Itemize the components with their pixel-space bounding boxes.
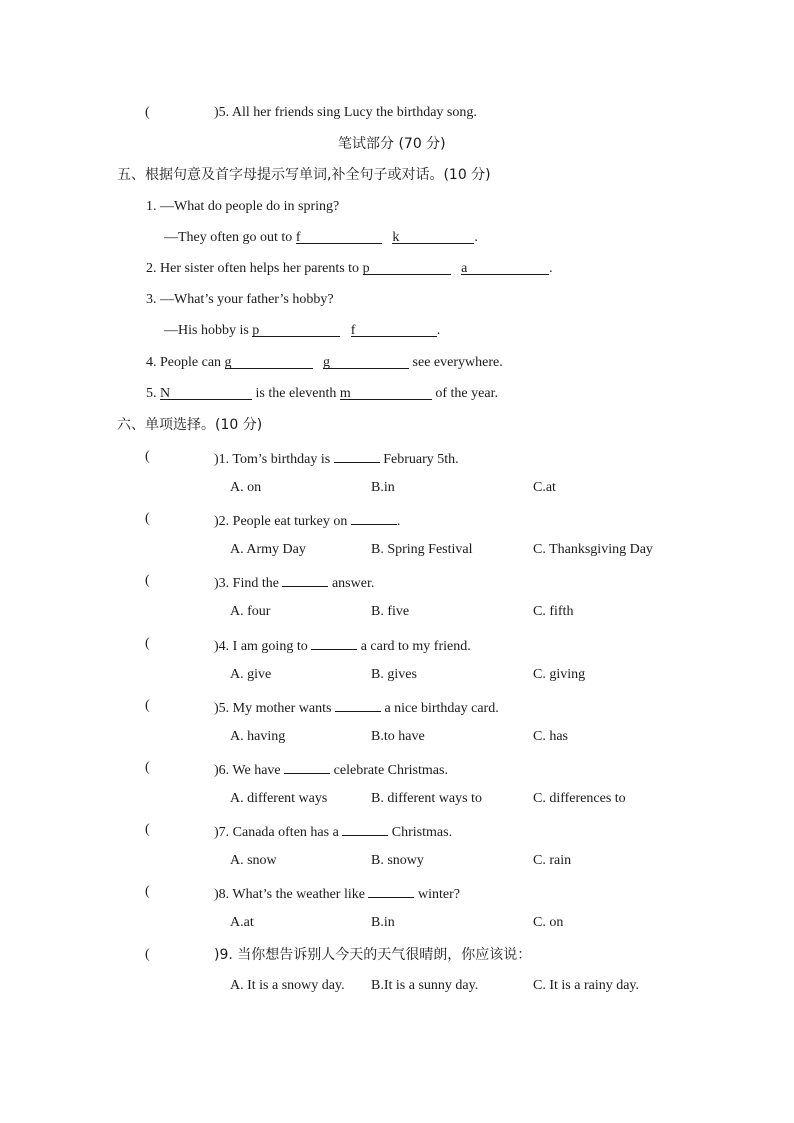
s5-q4: 4. People can g g see everywhere. — [146, 355, 503, 370]
section-6-title: 六、单项选择。(10 分) — [117, 417, 263, 433]
mcq-stem — [214, 572, 374, 593]
s5-q3-question: 3. —What’s your father’s hobby? — [146, 292, 334, 307]
mcq-stem-text: )8. What’s the weather like — [214, 887, 369, 902]
option-a[interactable]: A. different ways — [230, 791, 328, 806]
option-b[interactable]: B.in — [371, 915, 395, 930]
paren-open: ( — [145, 105, 150, 120]
mcq-stem-text: celebrate Christmas. — [330, 763, 448, 778]
option-a[interactable]: A.at — [230, 915, 254, 930]
option-a[interactable]: A. having — [230, 729, 286, 744]
mcq-stem-text: )7. Canada often has a — [214, 825, 343, 840]
option-b[interactable]: B.It is a sunny day. — [371, 978, 479, 993]
fill-blank[interactable] — [282, 572, 328, 587]
mcq-stem-text: answer. — [328, 576, 375, 591]
mcq-stem — [214, 821, 452, 842]
fill-blank[interactable] — [311, 635, 357, 650]
option-c[interactable]: C. fifth — [533, 604, 574, 619]
s5-q2: 2. Her sister often helps her parents to p a . — [146, 261, 553, 276]
mcq-stem-text: Christmas. — [388, 825, 453, 840]
option-a[interactable]: A. on — [230, 480, 262, 495]
answer-paren-open[interactable]: ( — [145, 636, 150, 651]
fill-blank[interactable]: a — [461, 260, 549, 275]
mcq-stem-text: )6. We have — [214, 763, 285, 778]
option-a[interactable]: A. Army Day — [230, 542, 306, 557]
mcq-stem-text: winter? — [414, 887, 460, 902]
s5-q3-answer: —His hobby is p f . — [164, 323, 441, 338]
fill-blank[interactable]: m — [340, 385, 432, 400]
option-c[interactable]: C.at — [533, 480, 556, 495]
option-b[interactable]: B.in — [371, 480, 395, 495]
fill-blank[interactable] — [284, 759, 330, 774]
mcq-stem-text: a card to my friend. — [357, 639, 471, 654]
option-a[interactable]: A. snow — [230, 853, 277, 868]
fill-blank[interactable] — [351, 510, 397, 525]
option-a[interactable]: A. four — [230, 604, 271, 619]
option-c[interactable]: C. Thanksgiving Day — [533, 542, 653, 557]
mcq-stem — [214, 759, 448, 780]
option-b[interactable]: B. different ways to — [371, 791, 482, 806]
section-5-title: 五、根据句意及首字母提示写单词,补全句子或对话。(10 分) — [117, 167, 491, 183]
fill-blank[interactable] — [335, 697, 381, 712]
fill-blank[interactable] — [334, 448, 380, 463]
option-c[interactable]: C. It is a rainy day. — [533, 978, 640, 993]
s5-q1-question: 1. —What do people do in spring? — [146, 199, 340, 214]
fill-blank[interactable]: p — [252, 322, 340, 337]
fill-blank[interactable]: f — [351, 322, 437, 337]
mcq-stem-text: )4. I am going to — [214, 639, 312, 654]
mcq-stem — [214, 510, 400, 531]
option-c[interactable]: C. on — [533, 915, 564, 930]
option-b[interactable]: B. five — [371, 604, 410, 619]
mcq-stem-text: )1. Tom’s birthday is — [214, 452, 334, 467]
answer-paren-open[interactable]: ( — [145, 884, 150, 899]
mcq-stem-text: )2. People eat turkey on — [214, 514, 351, 529]
fill-blank[interactable]: N — [160, 385, 252, 400]
answer-paren-open[interactable]: ( — [145, 449, 150, 464]
written-part-heading: 笔试部分 (70 分) — [338, 136, 446, 152]
answer-paren-open[interactable]: ( — [145, 698, 150, 713]
option-b[interactable]: B. snowy — [371, 853, 424, 868]
fill-blank[interactable] — [342, 821, 388, 836]
question-text: All her friends sing Lucy the birthday song. — [231, 105, 477, 120]
s5-q5: 5. N is the eleventh m of the year. — [146, 386, 498, 401]
answer-paren-open[interactable]: ( — [145, 511, 150, 526]
option-c[interactable]: C. has — [533, 729, 568, 744]
fill-blank[interactable]: p — [363, 260, 451, 275]
fill-blank[interactable]: f — [296, 229, 382, 244]
option-b[interactable]: B. gives — [371, 667, 417, 682]
fill-blank[interactable] — [368, 883, 414, 898]
mcq-stem — [214, 946, 531, 965]
fill-blank[interactable]: k — [392, 229, 474, 244]
fill-blank[interactable]: g — [225, 354, 313, 369]
mcq-stem-text: February 5th. — [379, 452, 459, 467]
option-b[interactable]: B.to have — [371, 729, 425, 744]
mcq-stem — [214, 883, 460, 904]
mcq-stem — [214, 448, 459, 469]
answer-paren-open[interactable]: ( — [145, 947, 150, 962]
option-b[interactable]: B. Spring Festival — [371, 542, 473, 557]
question-number: )5. — [214, 105, 230, 120]
mcq-stem-text: )9. 当你想告诉别人今天的天气很晴朗，你应该说： — [214, 947, 532, 963]
fill-blank[interactable]: g — [323, 354, 409, 369]
answer-paren-open[interactable]: ( — [145, 573, 150, 588]
option-c[interactable]: C. rain — [533, 853, 572, 868]
answer-paren-open[interactable]: ( — [145, 760, 150, 775]
option-c[interactable]: C. giving — [533, 667, 586, 682]
mcq-stem-text: a nice birthday card. — [380, 701, 499, 716]
option-a[interactable]: A. give — [230, 667, 272, 682]
mcq-stem — [214, 697, 499, 718]
answer-paren-open[interactable]: ( — [145, 822, 150, 837]
mcq-stem-text: . — [396, 514, 401, 529]
mcq-stem-text: )5. My mother wants — [214, 701, 335, 716]
option-c[interactable]: C. differences to — [533, 791, 626, 806]
mcq-stem-text: )3. Find the — [214, 576, 283, 591]
option-a[interactable]: A. It is a snowy day. — [230, 978, 345, 993]
s5-q1-answer: —They often go out to f k . — [164, 230, 478, 245]
mcq-stem — [214, 635, 471, 656]
